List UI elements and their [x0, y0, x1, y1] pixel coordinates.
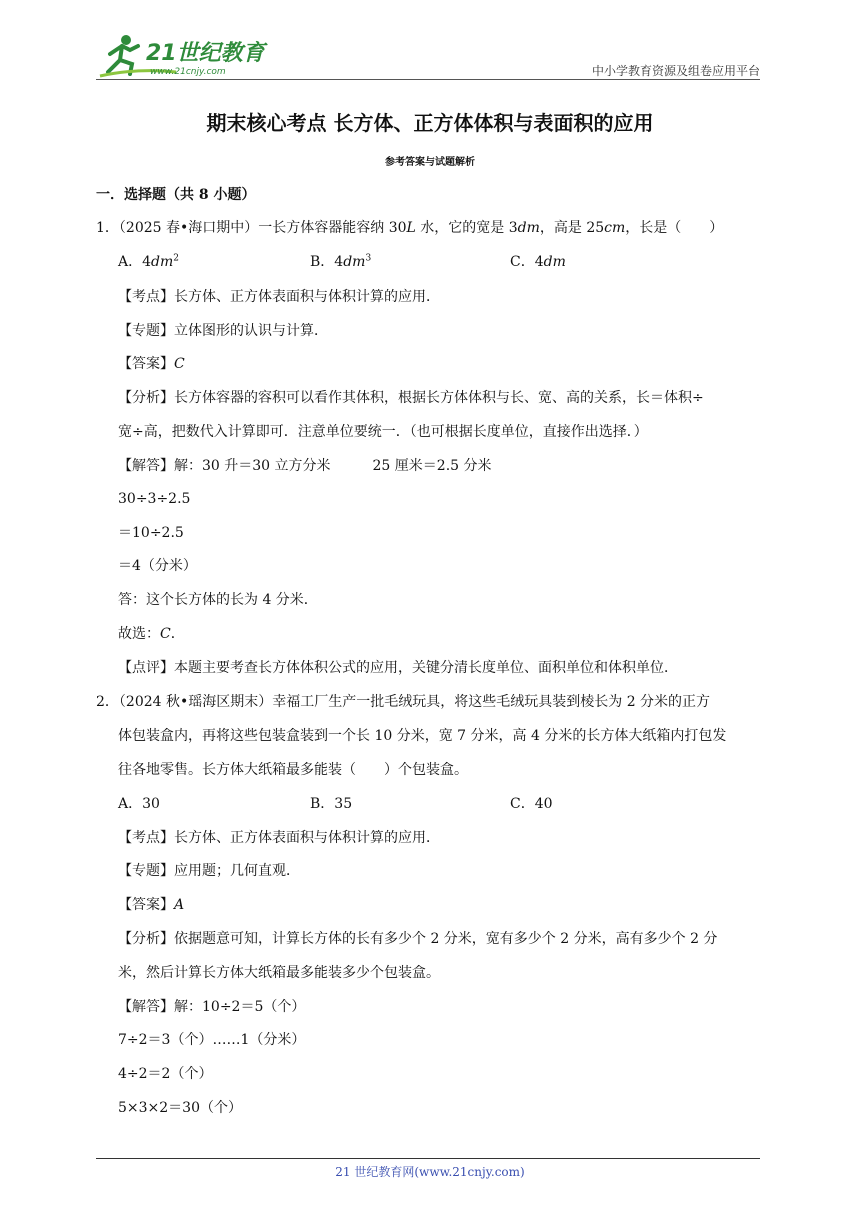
q2-stem-2: 体包装盒内，再将这些包装盒装到一个长 10 分米，宽 7 分米，高 4 分米的长方体大纸箱内打包发	[118, 728, 727, 744]
q2-step-1: 7÷2＝3（个）……1（分米）	[118, 1032, 306, 1048]
q1-step-2: ＝10÷2.5	[118, 525, 184, 541]
header-divider	[96, 79, 760, 80]
page-header	[96, 32, 760, 80]
q1-fenxi-2: 宽÷高，把数代入计算即可．注意单位要统一．（也可根据长度单位，直接作出选择．）	[118, 424, 648, 440]
q2-option-b: B．35	[310, 796, 353, 812]
q1-option-c: C．4dm	[510, 254, 566, 270]
q2-stem-3: 往各地零售。长方体大纸箱最多能装（ ）个包装盒。	[118, 762, 468, 778]
q1-step-1: 30÷3÷2.5	[118, 491, 191, 507]
q2-step-3: 5×3×2＝30（个）	[118, 1100, 242, 1116]
footer-link[interactable]: 21 世纪教育网(www.21cnjy.com)	[335, 1165, 525, 1179]
q2-jieda: 【解答】解：10÷2＝5（个）	[118, 999, 306, 1015]
q2-kaodian: 【考点】长方体、正方体表面积与体积计算的应用．	[118, 830, 440, 846]
q2-answer: 【答案】A	[118, 897, 185, 913]
q1-fenxi-1: 【分析】长方体容器的容积可以看作其体积，根据长方体体积与长、宽、高的关系，长＝体积÷	[118, 390, 704, 406]
q2-stem-1: 2．（2024 秋•瑶海区期末）幸福工厂生产一批毛绒玩具，将这些毛绒玩具装到棱长为 2 分米的正方	[96, 694, 711, 710]
page-title: 期末核心考点 长方体、正方体体积与表面积的应用	[206, 111, 654, 135]
q1-dianping: 【点评】本题主要考查长方体体积公式的应用，关键分清长度单位、面积单位和体积单位．	[118, 660, 678, 676]
logo-text: 21世纪教育	[146, 41, 265, 66]
q1-jieda: 【解答】解：30 升＝30 立方分米 25 厘米＝2.5 分米	[118, 458, 492, 474]
q1-option-a: A．$4dm^2$	[118, 253, 180, 270]
q2-zhuanti: 【专题】应用题；几何直观．	[118, 863, 300, 879]
q2-step-2: 4÷2＝2（个）	[118, 1066, 213, 1082]
q1-choice: 故选：C．	[118, 626, 185, 642]
q2-fenxi-1: 【分析】依据题意可知，计算长方体的长有多少个 2 分米，宽有多少个 2 分米，高有多少个 2 分	[118, 931, 718, 947]
runner-logo-icon	[96, 32, 276, 80]
q2-option-a: A．30	[118, 796, 160, 812]
q2-fenxi-2: 米，然后计算长方体大纸箱最多能装多少个包装盒。	[118, 965, 440, 981]
q1-answer: 【答案】C	[118, 356, 185, 372]
q1-zhuanti: 【专题】立体图形的认识与计算．	[118, 323, 328, 339]
section-heading: 一．选择题（共 8 小题）	[96, 187, 256, 203]
q2-option-c: C．40	[510, 796, 553, 812]
logo	[96, 32, 276, 80]
q1-option-b: B．$4dm^3$	[310, 253, 372, 270]
footer-divider	[96, 1158, 760, 1159]
page-subtitle: 参考答案与试题解析	[385, 157, 475, 168]
q1-step-3: ＝4（分米）	[118, 558, 197, 574]
q1-stem: 1．（2025 春•海口期中）一长方体容器能容纳 30L 水，它的宽是 3dm，高是 25cm，长是（ ）	[96, 220, 724, 236]
platform-name: 中小学教育资源及组卷应用平台	[591, 64, 760, 78]
q1-kaodian: 【考点】长方体、正方体表面积与体积计算的应用．	[118, 289, 440, 305]
q1-conclusion: 答：这个长方体的长为 4 分米．	[118, 592, 318, 608]
logo-url: www.21cnjy.com	[150, 67, 226, 77]
